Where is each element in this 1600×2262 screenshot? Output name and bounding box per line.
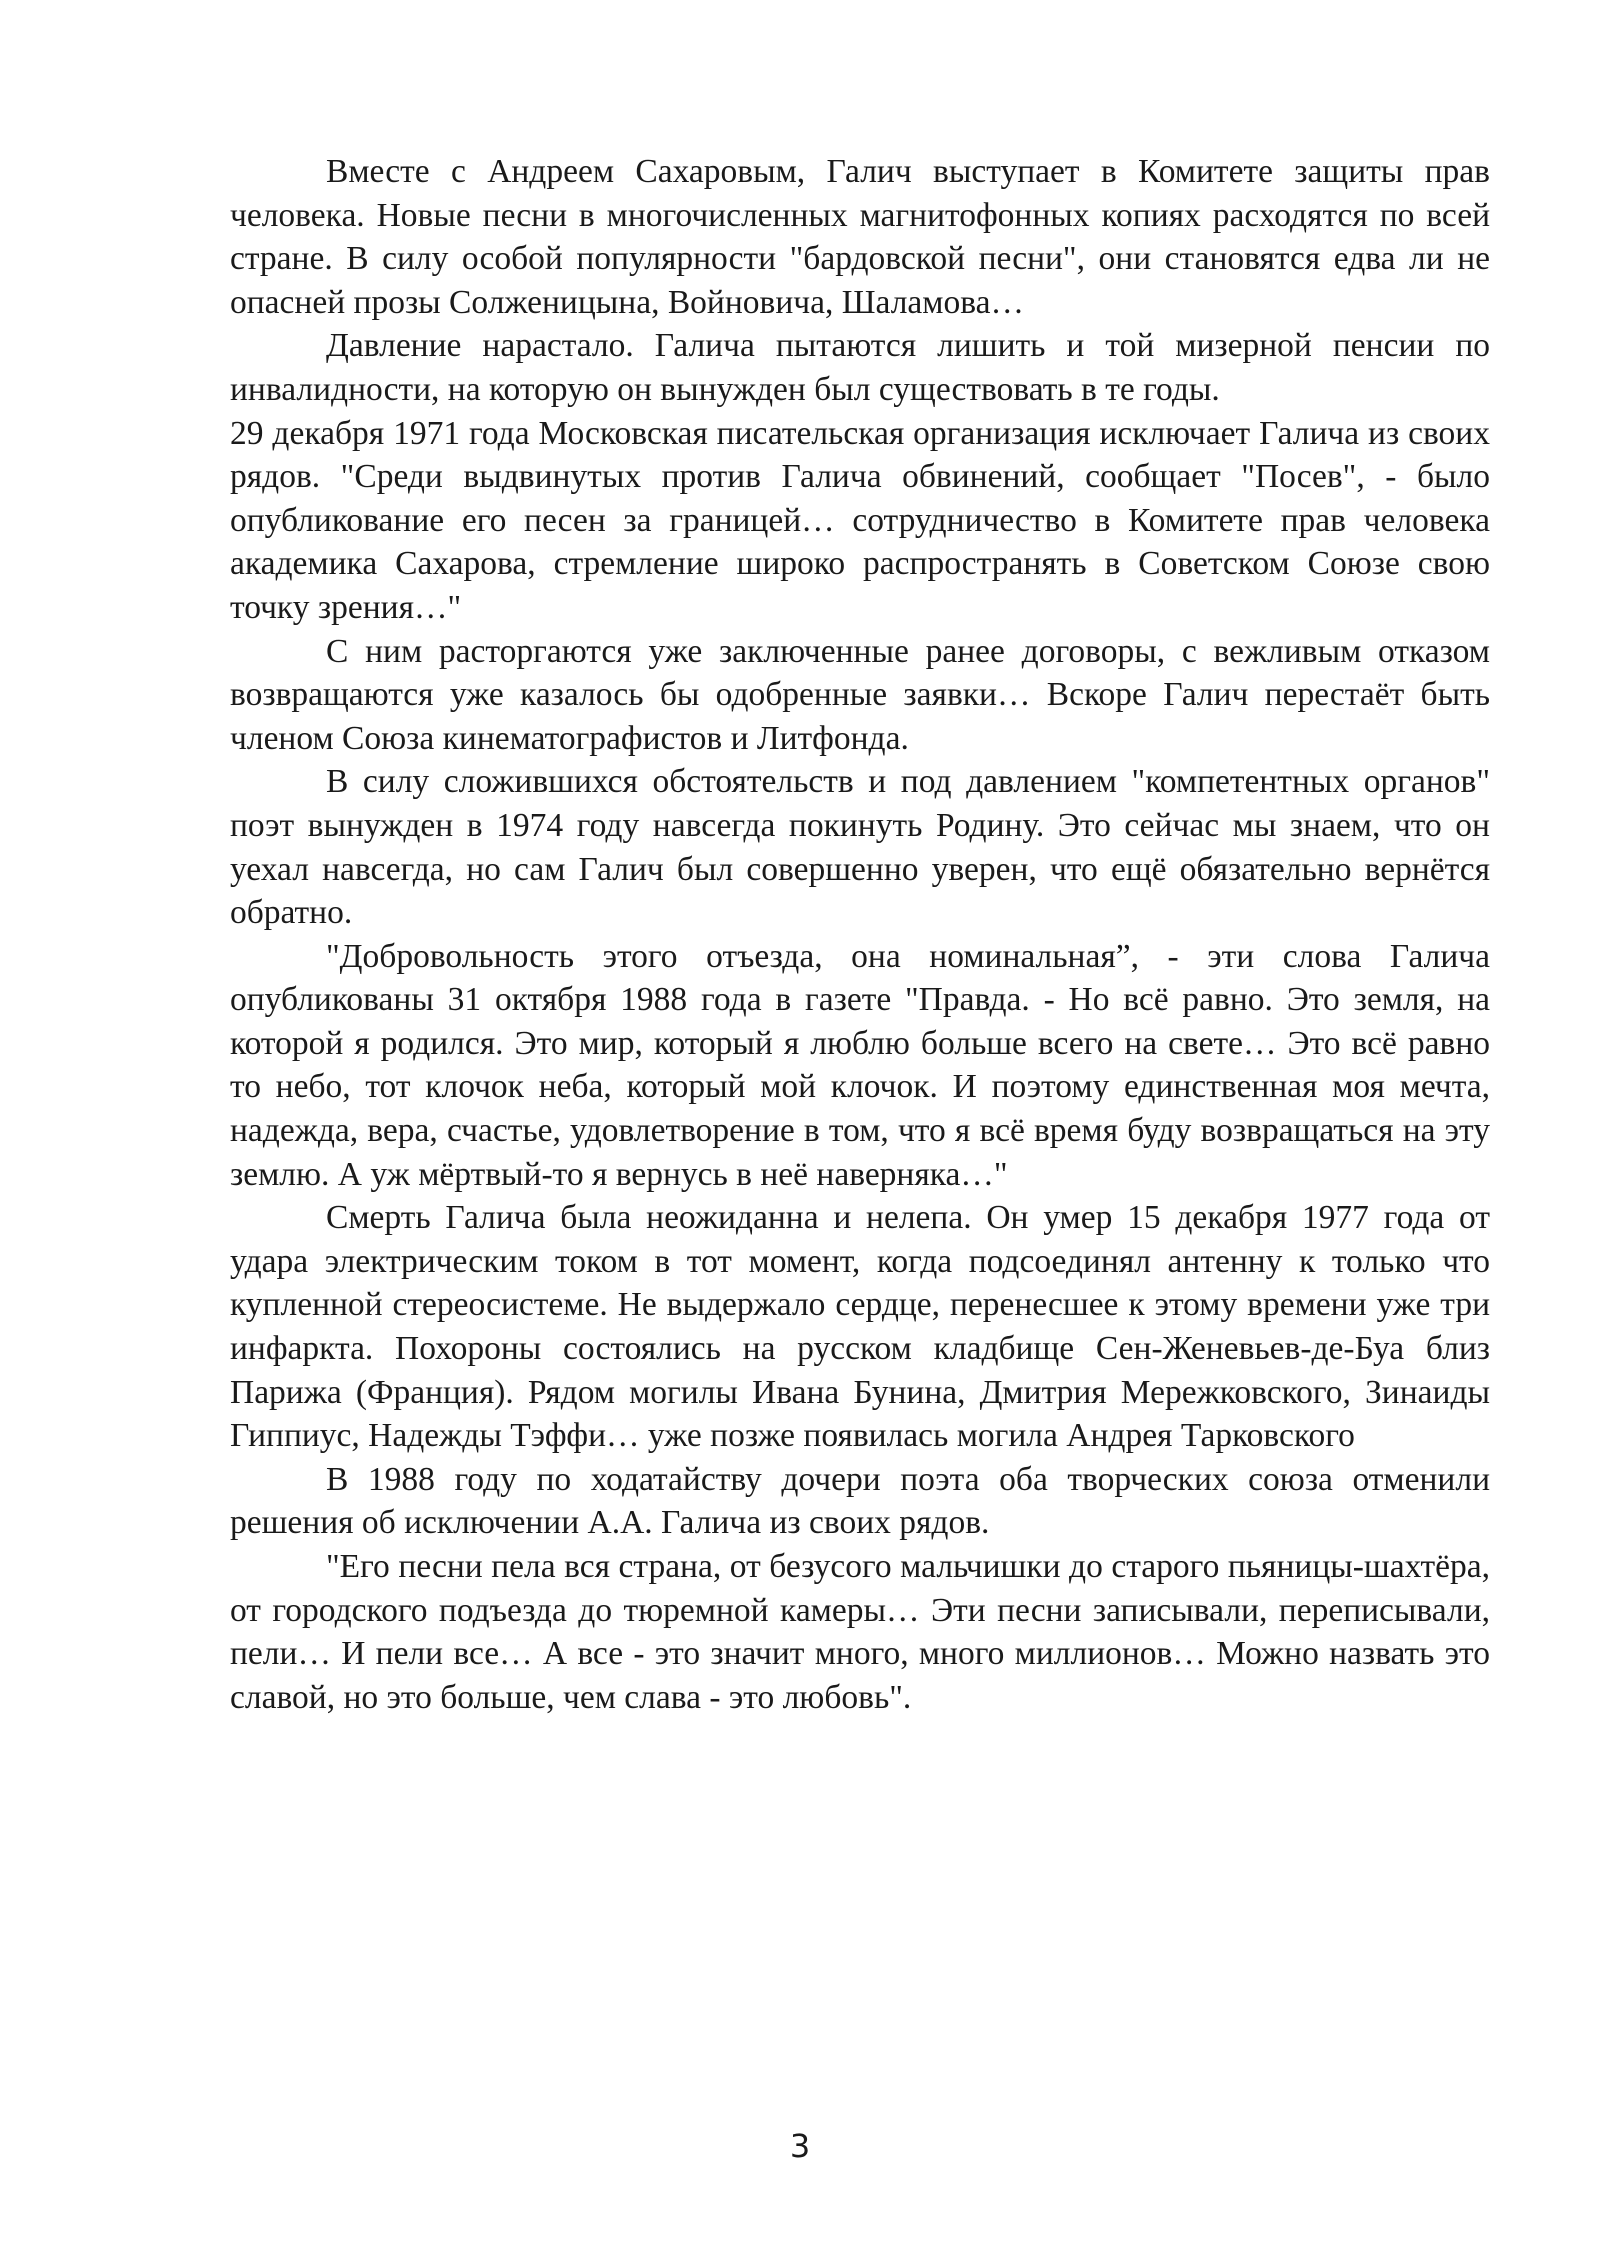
paragraph-rehabilitation: В 1988 году по ходатайству дочери поэта оба творческих союза отменили решения об исключении А.А. Галича из своих рядов. [230,1460,1490,1542]
paragraph-contracts: С ним расторгаются уже заключенные ранее договоры, с вежливым отказом возвращаются уже казалось бы одобренные заявки… Вскоре Галич перестаёт быть членом Союза кинематографистов и Литфонда. [230,632,1490,757]
paragraph-pressure: Давление нарастало. Галича пытаются лишить и той мизерной пенсии по инвалидности, на которую он вынужден был существовать в те годы. [230,327,1490,408]
paragraph-sakharov-committee: Вместе с Андреем Сахаровым, Галич выступает в Комитете защиты прав человека. Новые песни в многочисленных магнитофонных копиях расходятся по всей стране. В силу особой популярности "бардовской песни", они становятся едва ли не опасней прозы Солженицына, Войновича, Шаламова… [230,153,1490,321]
page-number: 3 [789,2127,811,2165]
paragraph-quote-voluntary: "Добровольность этого отъезда, она номинальная”, - эти слова Галича опубликованы 31 октября 1988 года в газете "Правда. - Но всё равно. Это земля, на которой я родился. Это мир, который я люблю больше всего на свете… Это всё равно то небо, тот клочок неба, который мой клочок. И поэтому единственная моя мечта, надежда, вера, счастье, удовлетворение в том, что я всё время буду возвращаться на эту землю. А уж мёртвый-то я вернусь в неё наверняка…" [230,937,1490,1193]
paragraph-emigration: В силу сложившихся обстоятельств и под давлением "компетентных органов" поэт вынужден в 1974 году навсегда покинуть Родину. Это сейчас мы знаем, что он уехал навсегда, но сам Галич был совершенно уверен, что ещё обязательно вернётся обратно. [230,763,1490,932]
paragraph-quote-love: "Его песни пела вся страна, от безусого мальчишки до старого пьяницы-шахтёра, от городского подъезда до тюремной камеры… Эти песни записывали, переписывали, пели… И пели все… А все - это значит много, много миллионов… Можно назвать это славой, но это больше, чем слава - это любовь". [230,1548,1490,1716]
page-body [230,150,1490,1719]
paragraph-death: Смерть Галича была неожиданна и нелепа. Он умер 15 декабря 1977 года от удара электрическим током в тот момент, когда подсоединял антенну к только что купленной стереосистеме. Не выдержало сердце, перенесшее к этому времени уже три инфаркта. Похороны состоялись на русском кладбище Сен-Женевьев-де-Буа близ Парижа (Франция). Рядом могилы Ивана Бунина, Дмитрия Мережковского, Зинаиды Гиппиус, Надежды Тэффи… уже позже появилась могила Андрея Тарковского [230,1199,1490,1455]
paragraph-expulsion: 29 декабря 1971 года Московская писательская организация исключает Галича из своих рядов. "Среди выдвинутых против Галича обвинений, сообщает "Посев", - было опубликование его песен за границей… сотрудничество в Комитете прав человека академика Сахарова, стремление широко распространять в Советском Союзе свою точку зрения…" [230,414,1490,626]
